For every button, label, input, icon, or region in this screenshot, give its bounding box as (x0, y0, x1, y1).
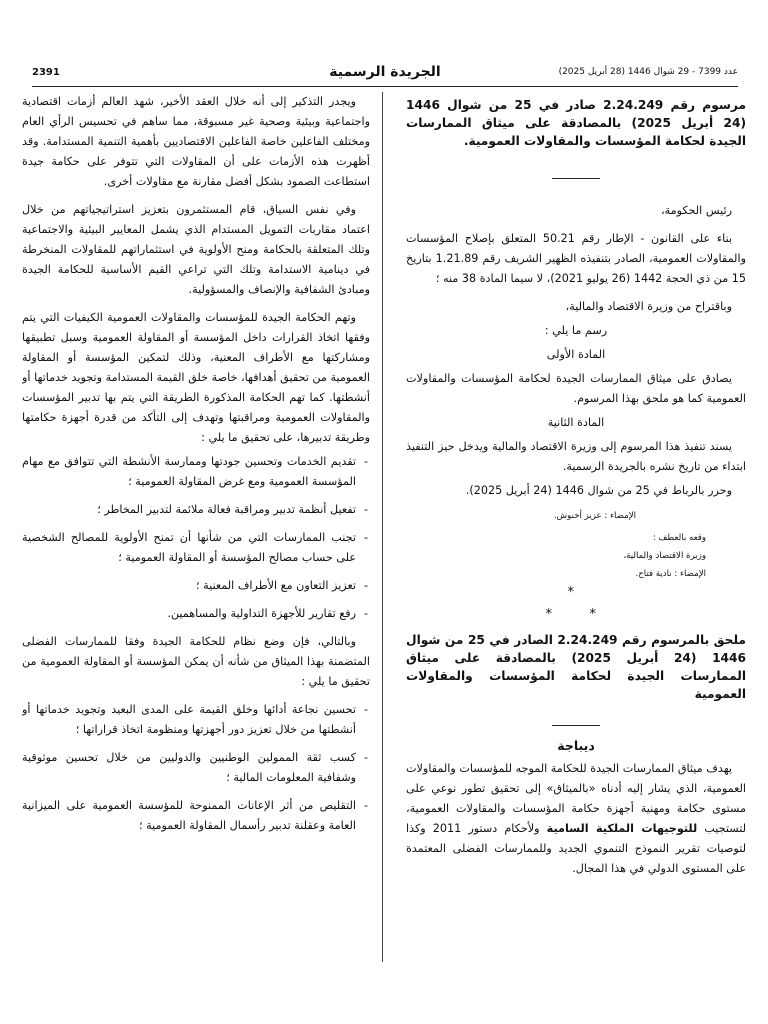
list-item: - كسب ثقة الممولين الوطنيين والدوليين من خلال تحسين موثوقية وشفافية المعلومات المالية ؛ (22, 748, 370, 788)
article-1-heading: المادة الأولى (546, 348, 606, 361)
decrees-line: رسم ما يلي : (544, 324, 608, 337)
royal-directives-emphasis: للتوجيهات الملكية السامية (546, 822, 698, 835)
preamble-paragraph (406, 759, 746, 879)
article-2-heading: المادة الثانية (547, 416, 605, 429)
paragraph-crises: ويجدر التذكير إلى أنه خلال العقد الأخير، شهد العالم أزمات اقتصادية واجتماعية وبيئية وصحية غير مسبوقة، مما ساهم في تحسيس الرأي العام ومختلف الفاعلين خاصة الفاعلين الاقتصاديين بأهمية التنمية المستدامة. وقد أظهرت هذه الأزمات على أن المقاولات التي تتوفر على حكامة جيدة استطاعت الصمود بشكل أفضل مقارنة مع مقاولات أخرى. (22, 95, 370, 188)
page-header (32, 64, 738, 87)
star-mark: * (545, 607, 552, 622)
column-divider (382, 92, 383, 962)
objectives-list (22, 452, 370, 624)
benefits-list (22, 700, 370, 836)
separator-rule (552, 725, 600, 726)
paragraph-benefits: وبالتالي، فإن وضع نظام للحكامة الجيدة وفقا للممارسات الفضلى المتضمنة بهذا الميثاق من شأنه أن يمكن المؤسسة أو المقاولة العمومية من تحقيق ما يلي : (22, 635, 370, 688)
proposal-line: وباقتراح من وزيرة الاقتصاد والمالية، (565, 300, 732, 313)
issuer-line: رئيس الحكومة، (660, 204, 732, 217)
list-item: - تحسين نجاعة أدائها وخلق القيمة على المدى البعيد وتجويد خدماتها أو أنشطتها من خلال تعزيز دور أجهزتها ومنظومة اتخاذ قراراتها ؛ (22, 700, 370, 740)
article-2-text: يسند تنفيذ هذا المرسوم إلى وزيرة الاقتصاد والمالية ويدخل حيز التنفيذ ابتداء من تاريخ نشره بالجريدة الرسمية. (406, 440, 746, 473)
list-item: - تقديم الخدمات وتحسين جودتها وممارسة الأنشطة التي تتوافق مع مهام المؤسسة العمومية ومع غرض المقاولة العمومية ؛ (22, 452, 370, 492)
countersign-label: وقعه بالعطف : (652, 533, 706, 543)
star-separator (406, 581, 746, 629)
list-item: - تجنب الممارسات التي من شأنها أن تمنح الأولوية للمصالح الشخصية على حساب مصالح المؤسسة أو المقاولة العمومية ؛ (22, 528, 370, 568)
left-column (22, 92, 370, 972)
paragraph-investors: وفي نفس السياق، قام المستثمرون بتعزيز استراتيجياتهم من خلال اعتماد مقاربات التمويل المستدام الذي يشمل المعايير البيئية والاجتماعية وتلك المتعلقة بالحكامة ومنح الأولوية في استثماراتهم للمقاولات المنخرطة في دينامية الاستدامة وتلك التي تراعي القيم الأساسية للحكامة الجيدة ومبادئ الشفافية والإنصاف والمسؤولية. (22, 203, 370, 296)
issue-info: عدد 7399 - 29 شوال 1446 (28 أبريل 2025) (558, 67, 738, 77)
annex-title: ملحق بالمرسوم رقم 2.24.249 الصادر في 25 من شوال 1446 (24 أبريل 2025) بالمصادقة على ميثاق الممارسات الجيدة لحكامة المؤسسات والمقاولات العمومية (406, 633, 746, 701)
list-item: - رفع تقارير للأجهزة التداولية والمساهمين. (22, 604, 370, 624)
list-item: - التقليص من أثر الإعانات الممنوحة للمؤسسة العمومية على الميزانية العامة وعقلنة تدبير رأسمال المقاولة العمومية ؛ (22, 796, 370, 836)
star-mark: * (567, 585, 574, 600)
right-column (406, 92, 746, 972)
article-1-text: يصادق على ميثاق الممارسات الجيدة لحكامة المؤسسات والمقاولات العمومية كما هو ملحق بهذا المرسوم. (406, 372, 746, 405)
signature-minister: الإمضاء : نادية فتاح. (635, 569, 706, 579)
star-mark: * (589, 607, 596, 622)
done-at-line: وحرر بالرباط في 25 من شوال 1446 (24 أبريل 2025). (465, 484, 732, 497)
gazette-title: الجريدة الرسمية (329, 64, 441, 80)
list-item: - تعزيز التعاون مع الأطراف المعنية ؛ (22, 576, 370, 596)
preamble-heading: ديباجة (557, 738, 595, 753)
paragraph-governance: وتهم الحكامة الجيدة للمؤسسات والمقاولات العمومية الكيفيات التي يتم وفقها اتخاذ القرارات داخل المؤسسة أو المقاولة العمومية وسبل تطبيقها ومشاركتها مع الأطراف المعنية، وذلك لتمكين المؤسسة أو المقاولة العمومية من تحقيق أهدافها، خاصة خلق القيمة المستدامة وتجويد خدماتها أو أنشطتها. كما تهم الحكامة المذكورة الطريقة التي يتم بها تدبير المؤسسات والمقاولات العمومية ومراقبتها وتهدف إلى التأكد من قدرة أجهزة حكامتها وطريقة تدبيرها، على تحقيق ما يلي : (22, 311, 370, 444)
signature-prime-minister: الإمضاء : عزيز أخنوش. (553, 511, 636, 521)
separator-rule (552, 178, 600, 179)
decree-title: مرسوم رقم 2.24.249 صادر في 25 من شوال 1446 (24 أبريل 2025) بالمصادقة على ميثاق الممارسات الجيدة لحكامة المؤسسات والمقاولات العمومية. (406, 98, 746, 148)
page-number: 2391 (32, 67, 60, 78)
preamble-text-part: ولأحكام دستور 2011 وكذا لتوصيات تقرير النموذج التنموي الجديد وللممارسات الفضلى المعتمدة على المستوى الدولي في هذا المجال. (406, 822, 746, 875)
preamble-text-part: يهدف ميثاق الممارسات الجيدة للحكامة الموجه للمؤسسات والمقاولات العمومية، الذي يشار إليه أدناه «بالميثاق» إلى تحقيق تطور نوعي على مستوى حكامة ومهنية أجهزة حكامة المؤسسات والمقاولات العمومية، لتستجيب (406, 762, 746, 835)
legal-basis: بناء على القانون - الإطار رقم 50.21 المتعلق بإصلاح المؤسسات والمقاولات العمومية، الصادر بتنفيذه الظهير الشريف رقم 1.21.89 بتاريخ 15 من ذي الحجة 1442 (26 يوليو 2021)، لا سيما المادة 38 منه ؛ (406, 232, 746, 285)
minister-title: وزيرة الاقتصاد والمالية، (623, 551, 706, 561)
list-item: - تفعيل أنظمة تدبير ومراقبة فعالة ملائمة لتدبير المخاطر ؛ (22, 500, 370, 520)
